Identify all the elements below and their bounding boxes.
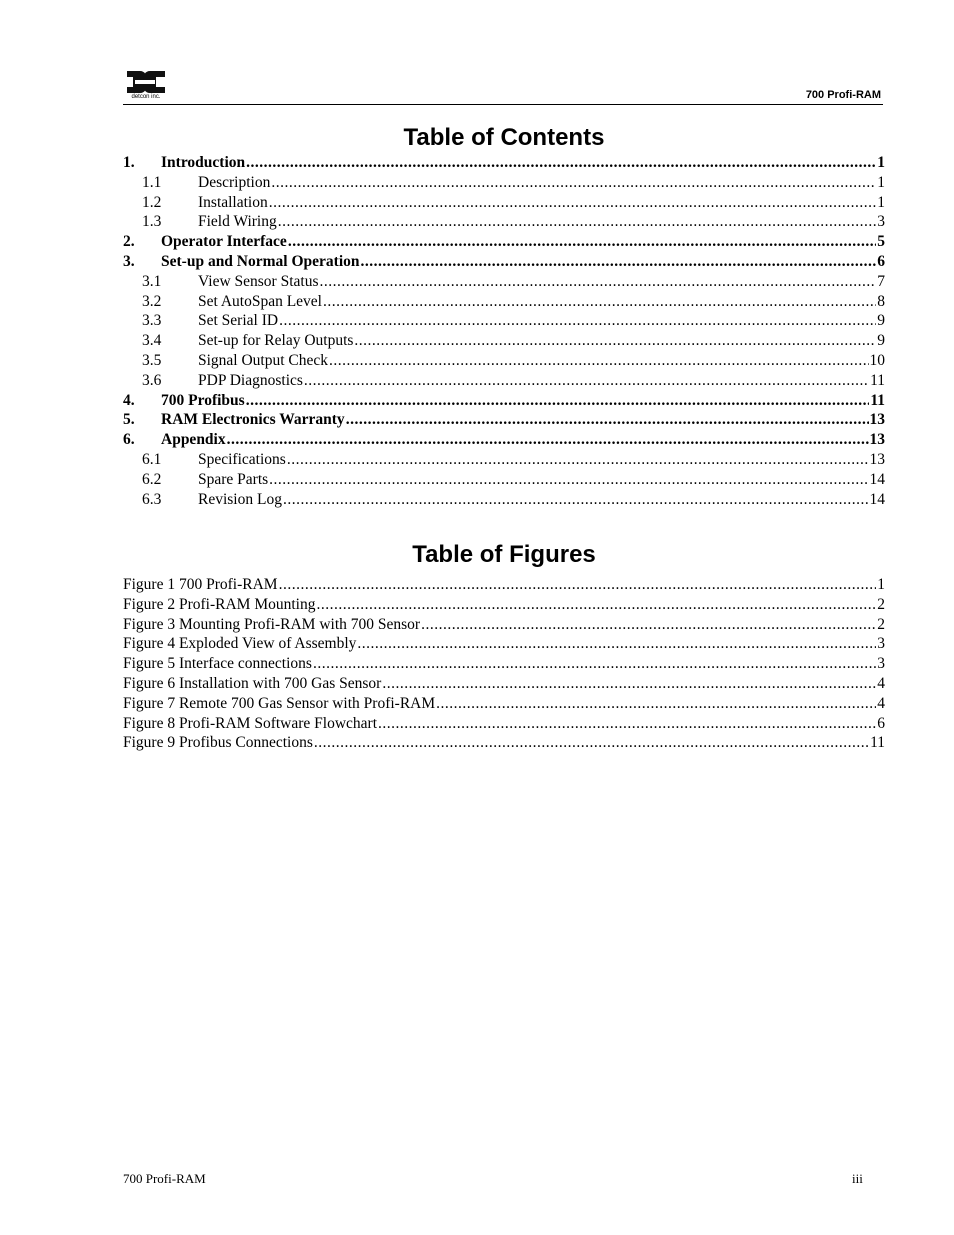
dot-leader <box>382 674 876 694</box>
dot-leader <box>436 694 876 714</box>
toc-entry-number: 3.6 <box>142 371 162 389</box>
figures-heading: Table of Figures <box>412 541 596 568</box>
toc-entry[interactable] <box>123 351 885 371</box>
toc-entry-title: Set AutoSpan Level <box>198 292 322 310</box>
toc-entry-number: 3. <box>123 252 135 270</box>
toc-entry-number: 1.3 <box>142 213 162 231</box>
figure-entry[interactable] <box>123 674 885 694</box>
toc-entry[interactable] <box>123 311 885 331</box>
figure-entry[interactable] <box>123 615 885 635</box>
page-number: 4 <box>877 694 885 712</box>
toc-entry[interactable] <box>123 470 885 490</box>
toc-entry[interactable] <box>123 153 885 173</box>
page-number: 2 <box>877 595 885 613</box>
dot-leader <box>283 490 869 510</box>
page-number: 1 <box>877 576 885 593</box>
toc-entry[interactable] <box>123 331 885 351</box>
page-number: 13 <box>869 411 885 429</box>
toc-entry-number: 1.1 <box>142 173 162 191</box>
toc-entry[interactable] <box>123 292 885 312</box>
toc-entry-title: Set-up and Normal Operation <box>161 252 360 270</box>
footer-left: 700 Profi-RAM <box>123 1171 206 1186</box>
page-number: 7 <box>877 272 885 290</box>
page-number: 14 <box>869 470 885 488</box>
toc-entry-number: 3.3 <box>142 312 162 330</box>
figure-entry-title: Figure 4 Exploded View of Assembly <box>123 635 357 653</box>
toc-entry[interactable] <box>123 391 885 411</box>
toc-entry-title: Description <box>198 173 271 191</box>
dot-leader <box>269 193 877 213</box>
toc-entry-number: 3.5 <box>142 351 162 369</box>
figure-entry-title: Figure 1 700 Profi-RAM <box>123 576 278 593</box>
figure-entry[interactable] <box>123 634 885 654</box>
dot-leader <box>279 311 876 331</box>
figures-list <box>123 575 885 753</box>
toc-entry-title: 700 Profibus <box>161 391 245 409</box>
figure-entry-title: Figure 9 Profibus Connections <box>123 734 313 752</box>
page-number: 11 <box>870 734 885 752</box>
dot-leader <box>246 153 876 173</box>
toc-entry-title: Field Wiring <box>198 213 277 231</box>
toc-entry-number: 2. <box>123 233 135 251</box>
toc-entry-title: Revision Log <box>198 490 282 508</box>
toc-entry-number: 6.3 <box>142 490 162 508</box>
page-number: 1 <box>877 154 885 171</box>
toc-entry[interactable] <box>123 212 885 232</box>
figure-entry-title: Figure 3 Mounting Profi-RAM with 700 Sensor <box>123 615 421 633</box>
toc-entry-title: Introduction <box>161 154 246 171</box>
toc-entry-number: 5. <box>123 411 135 429</box>
toc-entry-title: Set Serial ID <box>198 312 279 330</box>
dot-leader <box>323 292 876 312</box>
toc-entry-number: 1. <box>123 154 135 171</box>
toc-entry[interactable] <box>123 410 885 430</box>
page-number: 10 <box>869 351 885 369</box>
page-number: 6 <box>877 714 885 732</box>
toc-entry-number: 4. <box>123 391 135 409</box>
page-number: 8 <box>877 292 885 310</box>
toc-entry[interactable] <box>123 490 885 510</box>
toc-entry-title: View Sensor Status <box>198 272 319 290</box>
toc-entry-number: 6. <box>123 431 135 449</box>
toc-entry[interactable] <box>123 371 885 391</box>
dot-leader <box>304 371 869 391</box>
toc-entry-title: PDP Diagnostics <box>198 371 303 389</box>
toc-entry[interactable] <box>123 193 885 213</box>
toc-entry[interactable] <box>123 430 885 450</box>
logo-text: detcon inc. <box>131 94 161 100</box>
page-number: 9 <box>877 332 885 350</box>
detcon-logo-icon <box>124 70 168 94</box>
dot-leader <box>354 331 876 351</box>
figure-entry-title: Figure 8 Profi-RAM Software Flowchart <box>123 714 377 732</box>
toc-entry-title: Operator Interface <box>161 233 287 251</box>
header-divider <box>123 104 883 105</box>
page-number: 3 <box>877 635 885 653</box>
dot-leader <box>227 430 869 450</box>
dot-leader <box>278 212 877 232</box>
toc-entry-number: 3.4 <box>142 332 162 350</box>
dot-leader <box>357 634 876 654</box>
page-number: 3 <box>877 655 885 673</box>
page-number: 4 <box>877 674 885 692</box>
figure-entry-title: Figure 5 Interface connections <box>123 655 312 673</box>
toc-entry-title: Specifications <box>198 450 286 468</box>
company-logo <box>124 70 168 102</box>
toc-entry-title: Set-up for Relay Outputs <box>198 332 354 350</box>
dot-leader <box>319 272 876 292</box>
figure-entry-title: Figure 2 Profi-RAM Mounting <box>123 595 316 613</box>
page-number: 5 <box>877 233 885 251</box>
page-number: 1 <box>877 173 885 191</box>
page-number: 2 <box>877 615 885 633</box>
toc-entry[interactable] <box>123 173 885 193</box>
toc-heading: Table of Contents <box>403 124 605 151</box>
toc-entry[interactable] <box>123 450 885 470</box>
toc-entry-number: 1.2 <box>142 193 162 211</box>
dot-leader <box>378 714 876 734</box>
dot-leader <box>279 575 877 595</box>
toc-entry[interactable] <box>123 252 885 272</box>
toc-entry[interactable] <box>123 232 885 252</box>
dot-leader <box>287 450 869 470</box>
page-number: 13 <box>869 431 885 449</box>
page-number: 9 <box>877 312 885 330</box>
figure-entry[interactable] <box>123 733 885 753</box>
dot-leader <box>271 173 876 193</box>
toc-entry-title: Spare Parts <box>198 470 269 488</box>
figure-entry[interactable] <box>123 595 885 615</box>
dot-leader <box>314 733 869 753</box>
dot-leader <box>246 391 870 411</box>
page-number: 3 <box>877 213 885 231</box>
figure-entry[interactable] <box>123 694 885 714</box>
figure-entry-title: Figure 7 Remote 700 Gas Sensor with Profi-RAM <box>123 694 436 712</box>
figure-entry[interactable] <box>123 575 885 595</box>
page-number: 1 <box>877 193 885 211</box>
dot-leader <box>361 252 877 272</box>
toc-entry-number: 6.2 <box>142 470 162 488</box>
dot-leader <box>288 232 876 252</box>
page-number: 14 <box>869 490 885 508</box>
toc-list <box>123 153 885 509</box>
dot-leader <box>421 615 876 635</box>
toc-entry-title: RAM Electronics Warranty <box>161 411 345 429</box>
toc-entry-number: 6.1 <box>142 450 162 468</box>
figure-entry[interactable] <box>123 714 885 734</box>
header-title: 700 Profi-RAM <box>805 89 881 101</box>
footer-page-number: iii <box>852 1171 863 1186</box>
toc-entry-number: 3.1 <box>142 272 162 290</box>
figure-entry[interactable] <box>123 654 885 674</box>
page-number: 6 <box>877 252 885 270</box>
dot-leader <box>346 410 869 430</box>
page-number: 11 <box>870 391 885 409</box>
toc-entry[interactable] <box>123 272 885 292</box>
figure-entry-title: Figure 6 Installation with 700 Gas Sensor <box>123 674 382 692</box>
toc-entry-title: Appendix <box>161 431 226 449</box>
dot-leader <box>329 351 868 371</box>
dot-leader <box>313 654 876 674</box>
toc-entry-title: Signal Output Check <box>198 351 329 369</box>
page-number: 13 <box>869 450 885 468</box>
dot-leader <box>269 470 868 490</box>
page-number: 11 <box>870 371 885 389</box>
toc-entry-number: 3.2 <box>142 292 162 310</box>
dot-leader <box>316 595 876 615</box>
toc-entry-title: Installation <box>198 193 268 211</box>
